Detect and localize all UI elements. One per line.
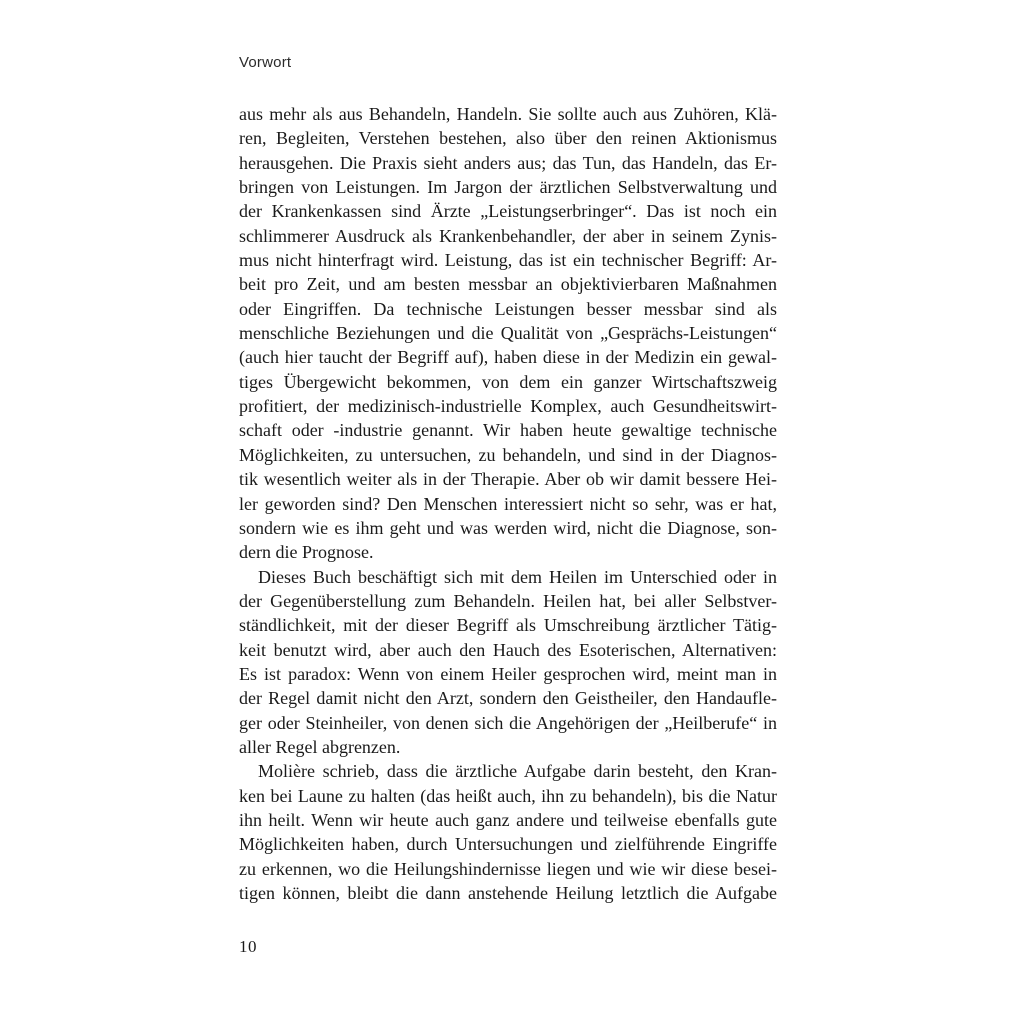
text-line: oder Eingriffen. Da technische Leistungen besser messbar sind als bbox=[239, 298, 777, 319]
text-line: schaft oder -industrie genannt. Wir haben heute gewaltige technische bbox=[239, 420, 777, 441]
text-line: Möglichkeiten haben, durch Untersuchungen und zielführende Eingriffe bbox=[239, 834, 777, 855]
text-line: Es ist paradox: Wenn von einem Heiler gesprochen wird, meint man in bbox=[239, 663, 777, 684]
running-head: Vorwort bbox=[239, 54, 292, 71]
text-line: zu erkennen, wo die Heilungshindernisse liegen und wie wir diese besei- bbox=[239, 858, 777, 879]
text-line: Dieses Buch beschäftigt sich mit dem Heilen im Unterschied oder in bbox=[258, 566, 777, 587]
text-line: ihn heilt. Wenn wir heute auch ganz andere und teilweise ebenfalls gute bbox=[239, 809, 777, 830]
page-number: 10 bbox=[239, 937, 257, 956]
body-text bbox=[239, 102, 777, 905]
text-line: sondern wie es ihm geht und was werden wird, nicht die Diagnose, son- bbox=[239, 517, 777, 538]
text-line: ger oder Steinheiler, von denen sich die Angehörigen der „Heilberufe“ in bbox=[239, 712, 777, 733]
text-line: der Gegenüberstellung zum Behandeln. Heilen hat, bei aller Selbstver- bbox=[239, 590, 777, 611]
text-line: profitiert, der medizinisch-industrielle Komplex, auch Gesundheitswirt- bbox=[239, 396, 777, 417]
text-line: dern die Prognose. bbox=[239, 542, 374, 563]
text-line: schlimmerer Ausdruck als Krankenbehandler, der aber in seinem Zynis- bbox=[239, 225, 777, 246]
paragraph bbox=[239, 759, 777, 905]
text-line: bringen von Leistungen. Im Jargon der ärztlichen Selbstverwaltung und bbox=[239, 177, 777, 198]
text-line: tik wesentlich weiter als in der Therapie. Aber ob wir damit bessere Hei- bbox=[239, 469, 777, 490]
text-line: herausgehen. Die Praxis sieht anders aus; das Tun, das Handeln, das Er- bbox=[239, 152, 777, 173]
text-line: ken bei Laune zu halten (das heißt auch, ihn zu behandeln), bis die Natur bbox=[239, 785, 777, 806]
text-line: aller Regel abgrenzen. bbox=[239, 736, 401, 757]
paragraph bbox=[239, 565, 777, 760]
text-line: aus mehr als aus Behandeln, Handeln. Sie sollte auch aus Zuhören, Klä- bbox=[239, 104, 777, 124]
text-line: Molière schrieb, dass die ärztliche Aufgabe darin besteht, den Kran- bbox=[258, 761, 777, 782]
text-line: (auch hier taucht der Begriff auf), haben diese in der Medizin ein gewal- bbox=[239, 347, 777, 368]
text-line: tigen können, bleibt die dann anstehende Heilung letztlich die Aufgabe bbox=[239, 883, 777, 903]
text-line: der Regel damit nicht den Arzt, sondern den Geistheiler, den Handaufle- bbox=[239, 688, 777, 709]
text-line: der Krankenkassen sind Ärzte „Leistungserbringer“. Das ist noch ein bbox=[239, 201, 777, 222]
text-line: ständlichkeit, mit der dieser Begriff als Umschreibung ärztlicher Tätig- bbox=[239, 615, 777, 636]
text-line: tiges Übergewicht bekommen, von dem ein ganzer Wirtschaftszweig bbox=[239, 371, 777, 392]
text-line: ren, Begleiten, Verstehen bestehen, also über den reinen Aktionismus bbox=[239, 128, 777, 149]
paragraph bbox=[239, 102, 777, 565]
text-line: menschliche Beziehungen und die Qualität von „Gesprächs-Leistungen“ bbox=[239, 323, 777, 344]
text-line: ler geworden sind? Den Menschen interessiert nicht so sehr, was er hat, bbox=[239, 493, 777, 514]
text-line: beit pro Zeit, und am besten messbar an objektivierbaren Maßnahmen bbox=[239, 274, 777, 295]
text-line: mus nicht hinterfragt wird. Leistung, das ist ein technischer Begriff: Ar- bbox=[239, 250, 777, 271]
text-line: keit benutzt wird, aber auch den Hauch des Esoterischen, Alternativen: bbox=[239, 639, 777, 660]
text-line: Möglichkeiten, zu untersuchen, zu behandeln, und sind in der Diagnos- bbox=[239, 444, 777, 465]
